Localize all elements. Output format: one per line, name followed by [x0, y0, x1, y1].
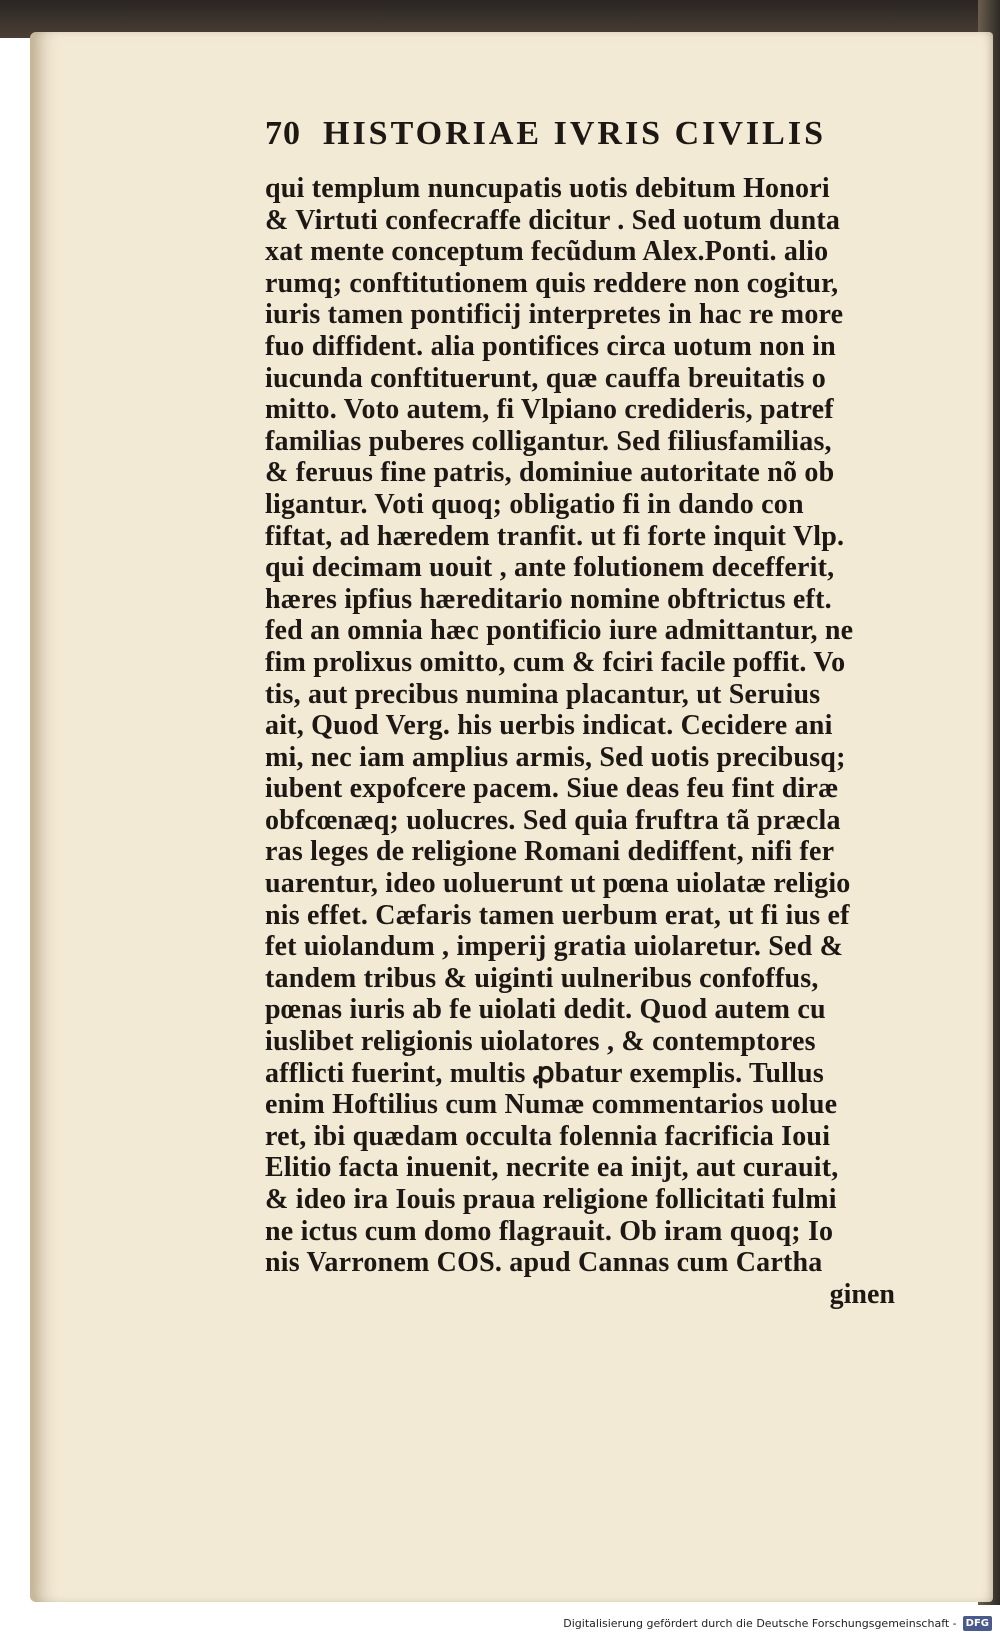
text-line: fiftat, ad hæredem tranfit. ut fi forte inquit Vlp.	[265, 520, 845, 552]
text-line: tandem tribus & uiginti uulneribus confoffus,	[265, 962, 819, 994]
text-line: ret, ibi quædam occulta folennia facrificia Ioui	[265, 1120, 831, 1152]
text-line: fed an omnia hæc pontificio iure admittantur, ne	[265, 615, 854, 647]
text-line: & ideo ira Iouis praua religione follicitati fulmi	[265, 1184, 837, 1215]
text-line: xat mente conceptum fecũdum Alex.Ponti. alio	[265, 236, 829, 268]
text-line: hæres ipfius hæreditario nomine obftrictus eft.	[265, 583, 832, 615]
text-line: enim Hoftilius cum Numæ commentarios uolue	[265, 1089, 838, 1121]
text-line: mitto. Voto autem, fi Vlpiano credideris, patref	[265, 394, 834, 426]
page-header	[265, 115, 925, 173]
text-line: fim prolixus omitto, cum & fciri facile poffit. Vo	[265, 646, 846, 678]
text-line: ligantur. Voti quoq; obligatio fi in dando con	[265, 488, 804, 520]
text-line: qui templum nuncupatis uotis debitum Honori	[265, 173, 830, 204]
text-line: pœnas iuris ab fe uiolati dedit. Quod autem cu	[265, 994, 826, 1026]
dfg-logo-icon: DFG	[963, 1616, 992, 1631]
text-line: & feruus fine patris, dominiue autoritate nõ ob	[265, 457, 835, 489]
page-number: 70	[265, 115, 301, 152]
text-line: ait, Quod Verg. his uerbis indicat. Cecidere ani	[265, 710, 833, 742]
text-line: fet uiolandum , imperij gratia uiolaretur. Sed &	[265, 931, 844, 963]
text-line: tis, aut precibus numina placantur, ut Seruius	[265, 678, 821, 710]
text-line: mi, nec iam amplius armis, Sed uotis precibusq;	[265, 741, 846, 773]
text-line: iuris tamen pontificij interpretes in hac re more	[265, 299, 844, 331]
text-line: rumq; conftitutionem quis reddere non cogitur,	[265, 267, 839, 299]
text-line: qui decimam uouit , ante folutionem decefferit,	[265, 552, 835, 584]
text-line: iubent expofcere pacem. Siue deas feu fint diræ	[265, 773, 839, 805]
body-text	[265, 173, 925, 1279]
text-line: iucunda conftituerunt, quæ cauffa breuitatis o	[265, 362, 826, 394]
text-line: nis effet. Cæfaris tamen uerbum erat, ut fi ius ef	[265, 899, 850, 931]
catchword: ginen	[829, 1278, 895, 1310]
text-line: familias puberes colligantur. Sed filiusfamilias,	[265, 425, 832, 457]
text-line: iuslibet religionis uiolatores , & contemptores	[265, 1026, 816, 1058]
footer-credit: Digitalisierung gefördert durch die Deutsche Forschungsgemeinschaft -	[563, 1616, 957, 1630]
text-line: Elitio facta inuenit, necrite ea inijt, aut curauit,	[265, 1152, 839, 1184]
text-line: uarentur, ideo uoluerunt ut pœna uiolatæ religio	[265, 868, 851, 900]
text-line: fuo diffident. alia pontifices circa uotum non in	[265, 330, 836, 362]
page-text-block	[265, 115, 925, 1311]
text-line: nis Varronem COS. apud Cannas cum Cartha	[265, 1247, 823, 1279]
running-title: HISTORIAE IVRIS CIVILIS	[323, 115, 826, 152]
book-page	[30, 32, 993, 1602]
text-line: obfcœnæq; uolucres. Sed quia fruftra tã præcla	[265, 804, 841, 836]
text-line: ne ictus cum domo flagrauit. Ob iram quoq; Io	[265, 1215, 834, 1247]
text-line: & Virtuti confecraffe dicitur . Sed uotum dunta	[265, 204, 841, 236]
digitization-footer	[0, 1605, 1000, 1641]
text-line: ras leges de religione Romani dediffent, nifi fer	[265, 836, 835, 868]
text-line: afflicti fuerint, multis ꝓbatur exemplis. Tullus	[265, 1057, 824, 1089]
